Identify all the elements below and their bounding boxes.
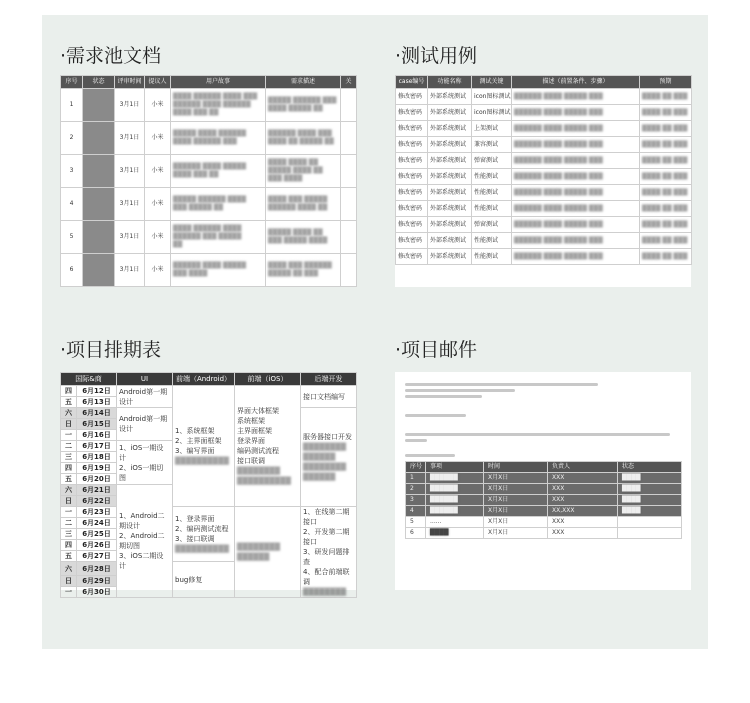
table-row: 六 6月21日 1、Android二期设计 2、Android二期切图 3、iOS二期设计 xyxy=(61,485,357,496)
test-cases-title: ·测试用例 xyxy=(395,45,478,67)
needs-header: 关 xyxy=(341,76,357,89)
table-row: 2 3月1日 小米 █████ ████ ██████ ████ ██████ ███ ██████ ████ ███ ████ ██ █████ ██ xyxy=(61,122,357,155)
table-row: 修改密码 外部系统测试 弹窗测试 ██████ ████ █████ ███ ████ ██ ███ xyxy=(396,153,692,169)
table-row: 五 6月20日 xyxy=(61,474,357,485)
table-row: 一 6月16日 xyxy=(61,430,357,441)
table-row: 一 6月30日 xyxy=(61,587,357,598)
table-row: 6 3月1日 小米 ██████ ████ █████ ███ ████ ████ ███ ██████ █████ ██ ███ xyxy=(61,254,357,287)
table-row: 修改密码 外部系统测试 性能测试 ██████ ████ █████ ███ ████ ██ ███ xyxy=(396,249,692,265)
schedule-title: ·项目排期表 xyxy=(60,339,162,361)
table-row: 二 6月17日 1、iOS一期设计 2、iOS一期切图 xyxy=(61,441,357,452)
mail-doc xyxy=(395,372,691,590)
schedule-doc xyxy=(60,372,356,596)
table-row: 修改密码 外部系统测试 上架测试 ██████ ████ █████ ███ ████ ██ ███ xyxy=(396,121,692,137)
table-row: 六 6月28日 bug修复 xyxy=(61,562,357,576)
table-row: 4 3月1日 小米 █████ ██████ ████ ███ █████ ██ ████ ███ █████ ██████ ████ ██ xyxy=(61,188,357,221)
table-row: 修改密码 外部系统测试 性能测试 ██████ ████ █████ ███ ████ ██ ███ xyxy=(396,169,692,185)
test-table: case编号 功能名称 测试关键 描述（前置条件、步骤） 预期 修改密码 外部系统测试 icon图标测试 ██████ ████ █████ ███ ████ ██ ███ 修改密码 外部系统测试 icon图标测试 ██████ ████ █████ ███ ████ ██ ███ 修改密码 外部系统测试 上架测试 ██████ ████ █████ ███ ████ ██ ███ 修改密码 外部系统测试 兼容测试 ██████ ████ █████ ███ ████ ██ ███ 修改密码 外部系统测试 弹窗测试 ██████ ████ █████ ███ ████ ██ ███ 修改密码 外部系统测试 性能测试 ██████ ████ █████ ███ ████ ██ ███ 修改密码 外部系统测试 性能测试 ██████ ████ █████ ███ ████ ██ ███ 修改密码 外部系统测试 性能测试 ██████ ████ █████ ███ ████ ██ ███ 修改密码 外部系统测试 弹窗测试 ██████ ████ █████ ███ ████ ██ ███ 修改密码 外部系统测试 性能测试 ██████ ████ █████ ███ ████ ██ ███ 修改密码 外部系统测试 性能测试 ██████ ████ █████ ███ ████ ██ ███ xyxy=(395,75,692,265)
table-row: 四 6月12日 Android第一期设计 1、系统框架 2、主界面框架 3、编写界面 ██████████ 界面大体框架 系统框架 主界面框架 登录界面 编码测试流程 接口联调 ████████ ██████████ 接口文档编写 xyxy=(61,386,357,397)
mail-header-blurred xyxy=(405,383,681,457)
table-row: 修改密码 外部系统测试 icon图标测试 ██████ ████ █████ ███ ████ ██ ███ xyxy=(396,105,692,121)
test-cases-doc xyxy=(395,75,691,287)
table-row: 六 6月14日 Android第一期设计 服务器接口开发 ████████ ██████ ████████ ██████ xyxy=(61,408,357,419)
table-row: 2 ██████ X月X日 XXX ████ xyxy=(406,484,682,495)
table-row: 1 3月1日 小米 ████ ██████ ████ ███ ██████ ████ ██████ ████ ███ ██ █████ ██████ ███ ████ █████ ██ xyxy=(61,89,357,122)
table-row: 四 6月19日 xyxy=(61,463,357,474)
table-row: 3 3月1日 小米 ██████ ████ █████ ████ ███ ██ ████ ████ ██ █████ ████ ██ ███ ████ xyxy=(61,155,357,188)
table-row: 1 ██████ X月X日 XXX ████ xyxy=(406,473,682,484)
table-row: 五 6月27日 xyxy=(61,551,357,562)
table-row: 修改密码 外部系统测试 性能测试 ██████ ████ █████ ███ ████ ██ ███ xyxy=(396,201,692,217)
table-row: 三 6月18日 xyxy=(61,452,357,463)
needs-table xyxy=(60,75,357,287)
needs-header: 评审时间 xyxy=(115,76,145,89)
table-row: 修改密码 外部系统测试 icon图标测试 ██████ ████ █████ ███ ████ ██ ███ xyxy=(396,89,692,105)
mail-table: 序号 事项 时间 负责人 状态 1 ██████ X月X日 XXX ████ 2 ██████ X月X日 XXX ████ 3 ██████ X月X日 XXX ████ 4 ██████ X月X日 XX,XXX ████ 5 ...... X月X日 XXX 6 ████ X月X日 XXX xyxy=(405,461,682,539)
needs-pool-doc xyxy=(60,75,356,287)
table-row: 二 6月24日 xyxy=(61,518,357,529)
table-row: 五 6月13日 xyxy=(61,397,357,408)
table-row: 一 6月23日 1、登录界面 2、编码测试流程 3、接口联调 ██████████ ████████ ██████ 1、在线第二期接口 2、开发第二期接口 3、研发问题排查 4、配合前端联调 ████████ xyxy=(61,507,357,518)
table-row: 日 6月22日 xyxy=(61,496,357,507)
content-panel xyxy=(42,15,708,649)
table-row: 日 6月29日 xyxy=(61,576,357,587)
needs-header: 需求描述 xyxy=(266,76,341,89)
table-row: 5 3月1日 小米 ████ ██████ ████ ██████ ███ █████ ██ █████ ████ ██ ███ █████ ████ xyxy=(61,221,357,254)
table-row: 修改密码 外部系统测试 兼容测试 ██████ ████ █████ ███ ████ ██ ███ xyxy=(396,137,692,153)
table-row: 6 ████ X月X日 XXX xyxy=(406,528,682,539)
needs-header: 序号 xyxy=(61,76,83,89)
table-row: 三 6月25日 xyxy=(61,529,357,540)
table-row: 3 ██████ X月X日 XXX ████ xyxy=(406,495,682,506)
table-row: 修改密码 外部系统测试 性能测试 ██████ ████ █████ ███ ████ ██ ███ xyxy=(396,233,692,249)
needs-pool-title: ·需求池文档 xyxy=(60,45,162,67)
table-row: 5 ...... X月X日 XXX xyxy=(406,517,682,528)
table-row: 四 6月26日 xyxy=(61,540,357,551)
table-row: 修改密码 外部系统测试 性能测试 ██████ ████ █████ ███ ████ ██ ███ xyxy=(396,185,692,201)
needs-header: 提议人 xyxy=(145,76,171,89)
needs-header: 用户故事 xyxy=(171,76,266,89)
mail-title: ·项目邮件 xyxy=(395,339,478,361)
table-row: 修改密码 外部系统测试 弹窗测试 ██████ ████ █████ ███ ████ ██ ███ xyxy=(396,217,692,233)
needs-header: 状态 xyxy=(83,76,115,89)
table-row: 日 6月15日 xyxy=(61,419,357,430)
table-row: 4 ██████ X月X日 XX,XXX ████ xyxy=(406,506,682,517)
schedule-table: 国际&商 UI 前端（Android） 前端（iOS） 后端开发 四 6月12日 Android第一期设计 1、系统框架 2、主界面框架 3、编写界面 ██████████ 界面大体框架 系统框架 主界面框架 登录界面 编码测试流程 接口联调 ████████ ██████████ 接口文档编写 五 6月13日 六 6月14日 Android第一期设计 服务器接口开发 ████████ ██████ ████████ ██████ 日 6月15日 一 6月16日 二 6月17日 1、iOS一期设计 2、iOS一期切图 三 6月18日 四 6月19日 五 6月20日 六 6月21日 1、Android二期设计 2、Android二期切图 3、iOS二期设计 日 6月22日 一 6月23日 1、登录界面 2、编码测试流程 3、接口联调 ██████████ ████████ ██████ 1、在线第二期接口 2、开发第二期接口 3、研发问题排查 4、配合前端联调 ████████ 二 6月24日 三 6月25日 四 6月26日 五 6月27日 六 6月28日 bug修复 日 6月29日 一 6月30日 xyxy=(60,372,357,598)
